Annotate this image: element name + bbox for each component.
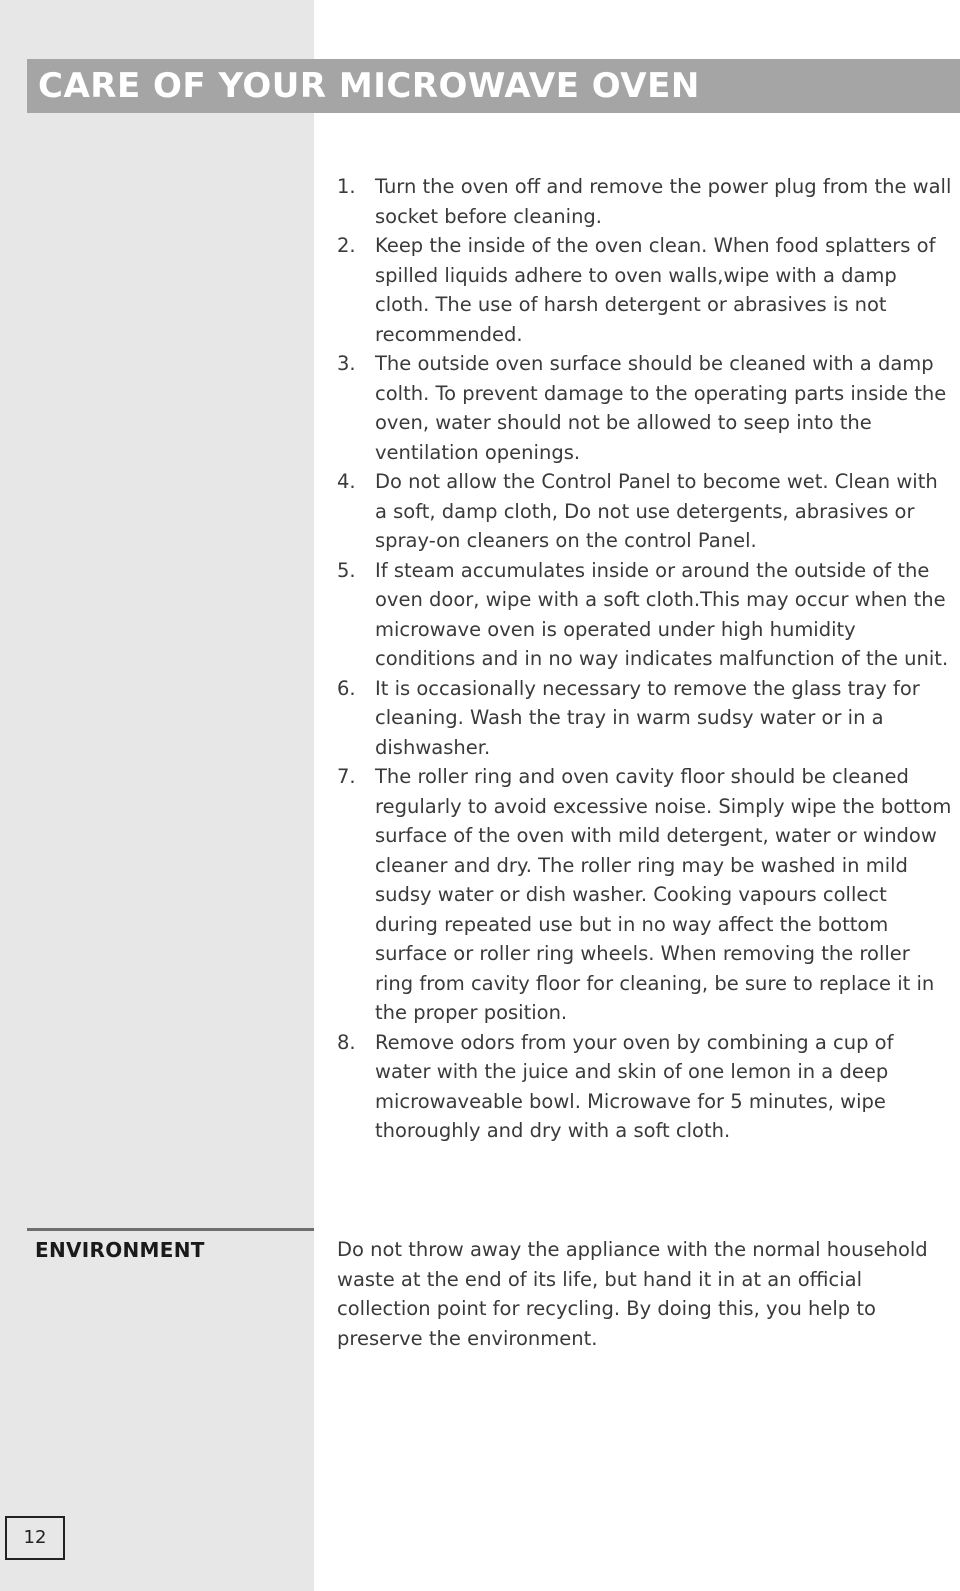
- list-item: [337, 231, 953, 349]
- title-banner: [27, 59, 960, 113]
- list-item-number: 7.: [337, 765, 356, 788]
- environment-heading: ENVIRONMENT: [35, 1238, 205, 1262]
- list-item-text: Keep the inside of the oven clean. When food splatters of spilled liquids adhere to oven walls,wipe with a damp cloth. The use of harsh detergent or abrasives is not recommended.: [375, 234, 936, 346]
- list-item: [337, 172, 953, 231]
- list-item-number: 2.: [337, 234, 356, 257]
- list-item: [337, 467, 953, 556]
- list-item-number: 8.: [337, 1030, 356, 1054]
- left-sidebar-panel: [0, 0, 314, 1591]
- list-item-text: If steam accumulates inside or around the outside of the oven door, wipe with a soft cloth.This may occur when the microwave oven is operated under high humidity conditions and in no way indicates malfunction of the unit.: [375, 558, 949, 670]
- list-item: [337, 556, 953, 674]
- list-item-text: Do not allow the Control Panel to become wet. Clean with a soft, damp cloth, Do not use detergents, abrasives or spray-on cleaners on the control Panel.: [375, 470, 938, 552]
- page-number: 12: [5, 1516, 65, 1560]
- list-item-text: Remove odors from your oven by combining a cup of water with the juice and skin of one lemon in a deep microwaveable bowl. Microwave for 5 minutes, wipe thoroughly and dry with a soft cloth.: [375, 1030, 894, 1142]
- section-divider: [27, 1228, 314, 1231]
- list-item-number: 5.: [337, 558, 356, 582]
- list-item: [337, 1028, 953, 1146]
- list-item: [337, 349, 953, 467]
- list-item-text: Turn the oven off and remove the power plug from the wall socket before cleaning.: [375, 175, 952, 228]
- list-item-number: 6.: [337, 676, 356, 700]
- list-item-text: The roller ring and oven cavity floor should be cleaned regularly to avoid excessive noise. Simply wipe the bottom surface of the oven with mild detergent, water or window cleaner and dry. The roller ring may be washed in mild sudsy water or dish washer. Cooking vapours collect during repeated use but in no way affect the bottom surface or roller ring wheels. When removing the roller ring from cavity floor for cleaning, be sure to replace it in the proper position.: [375, 765, 952, 1024]
- list-item: [337, 762, 953, 1028]
- page-title: CARE OF YOUR MICROWAVE OVEN: [38, 66, 700, 106]
- care-instructions-list: [337, 172, 953, 1146]
- list-item-number: 4.: [337, 470, 356, 493]
- list-item-number: 1.: [337, 175, 356, 198]
- list-item-number: 3.: [337, 352, 356, 375]
- list-item-text: The outside oven surface should be cleaned with a damp colth. To prevent damage to the operating parts inside the oven, water should not be allowed to seep into the ventilation openings.: [375, 352, 947, 464]
- list-item-text: It is occasionally necessary to remove the glass tray for cleaning. Wash the tray in warm sudsy water or in a dishwasher.: [375, 676, 920, 759]
- environment-text: Do not throw away the appliance with the normal household waste at the end of its life, but hand it in at an official collection point for recycling. By doing this, you help to preserve the environment.: [337, 1238, 928, 1350]
- list-item: [337, 674, 953, 763]
